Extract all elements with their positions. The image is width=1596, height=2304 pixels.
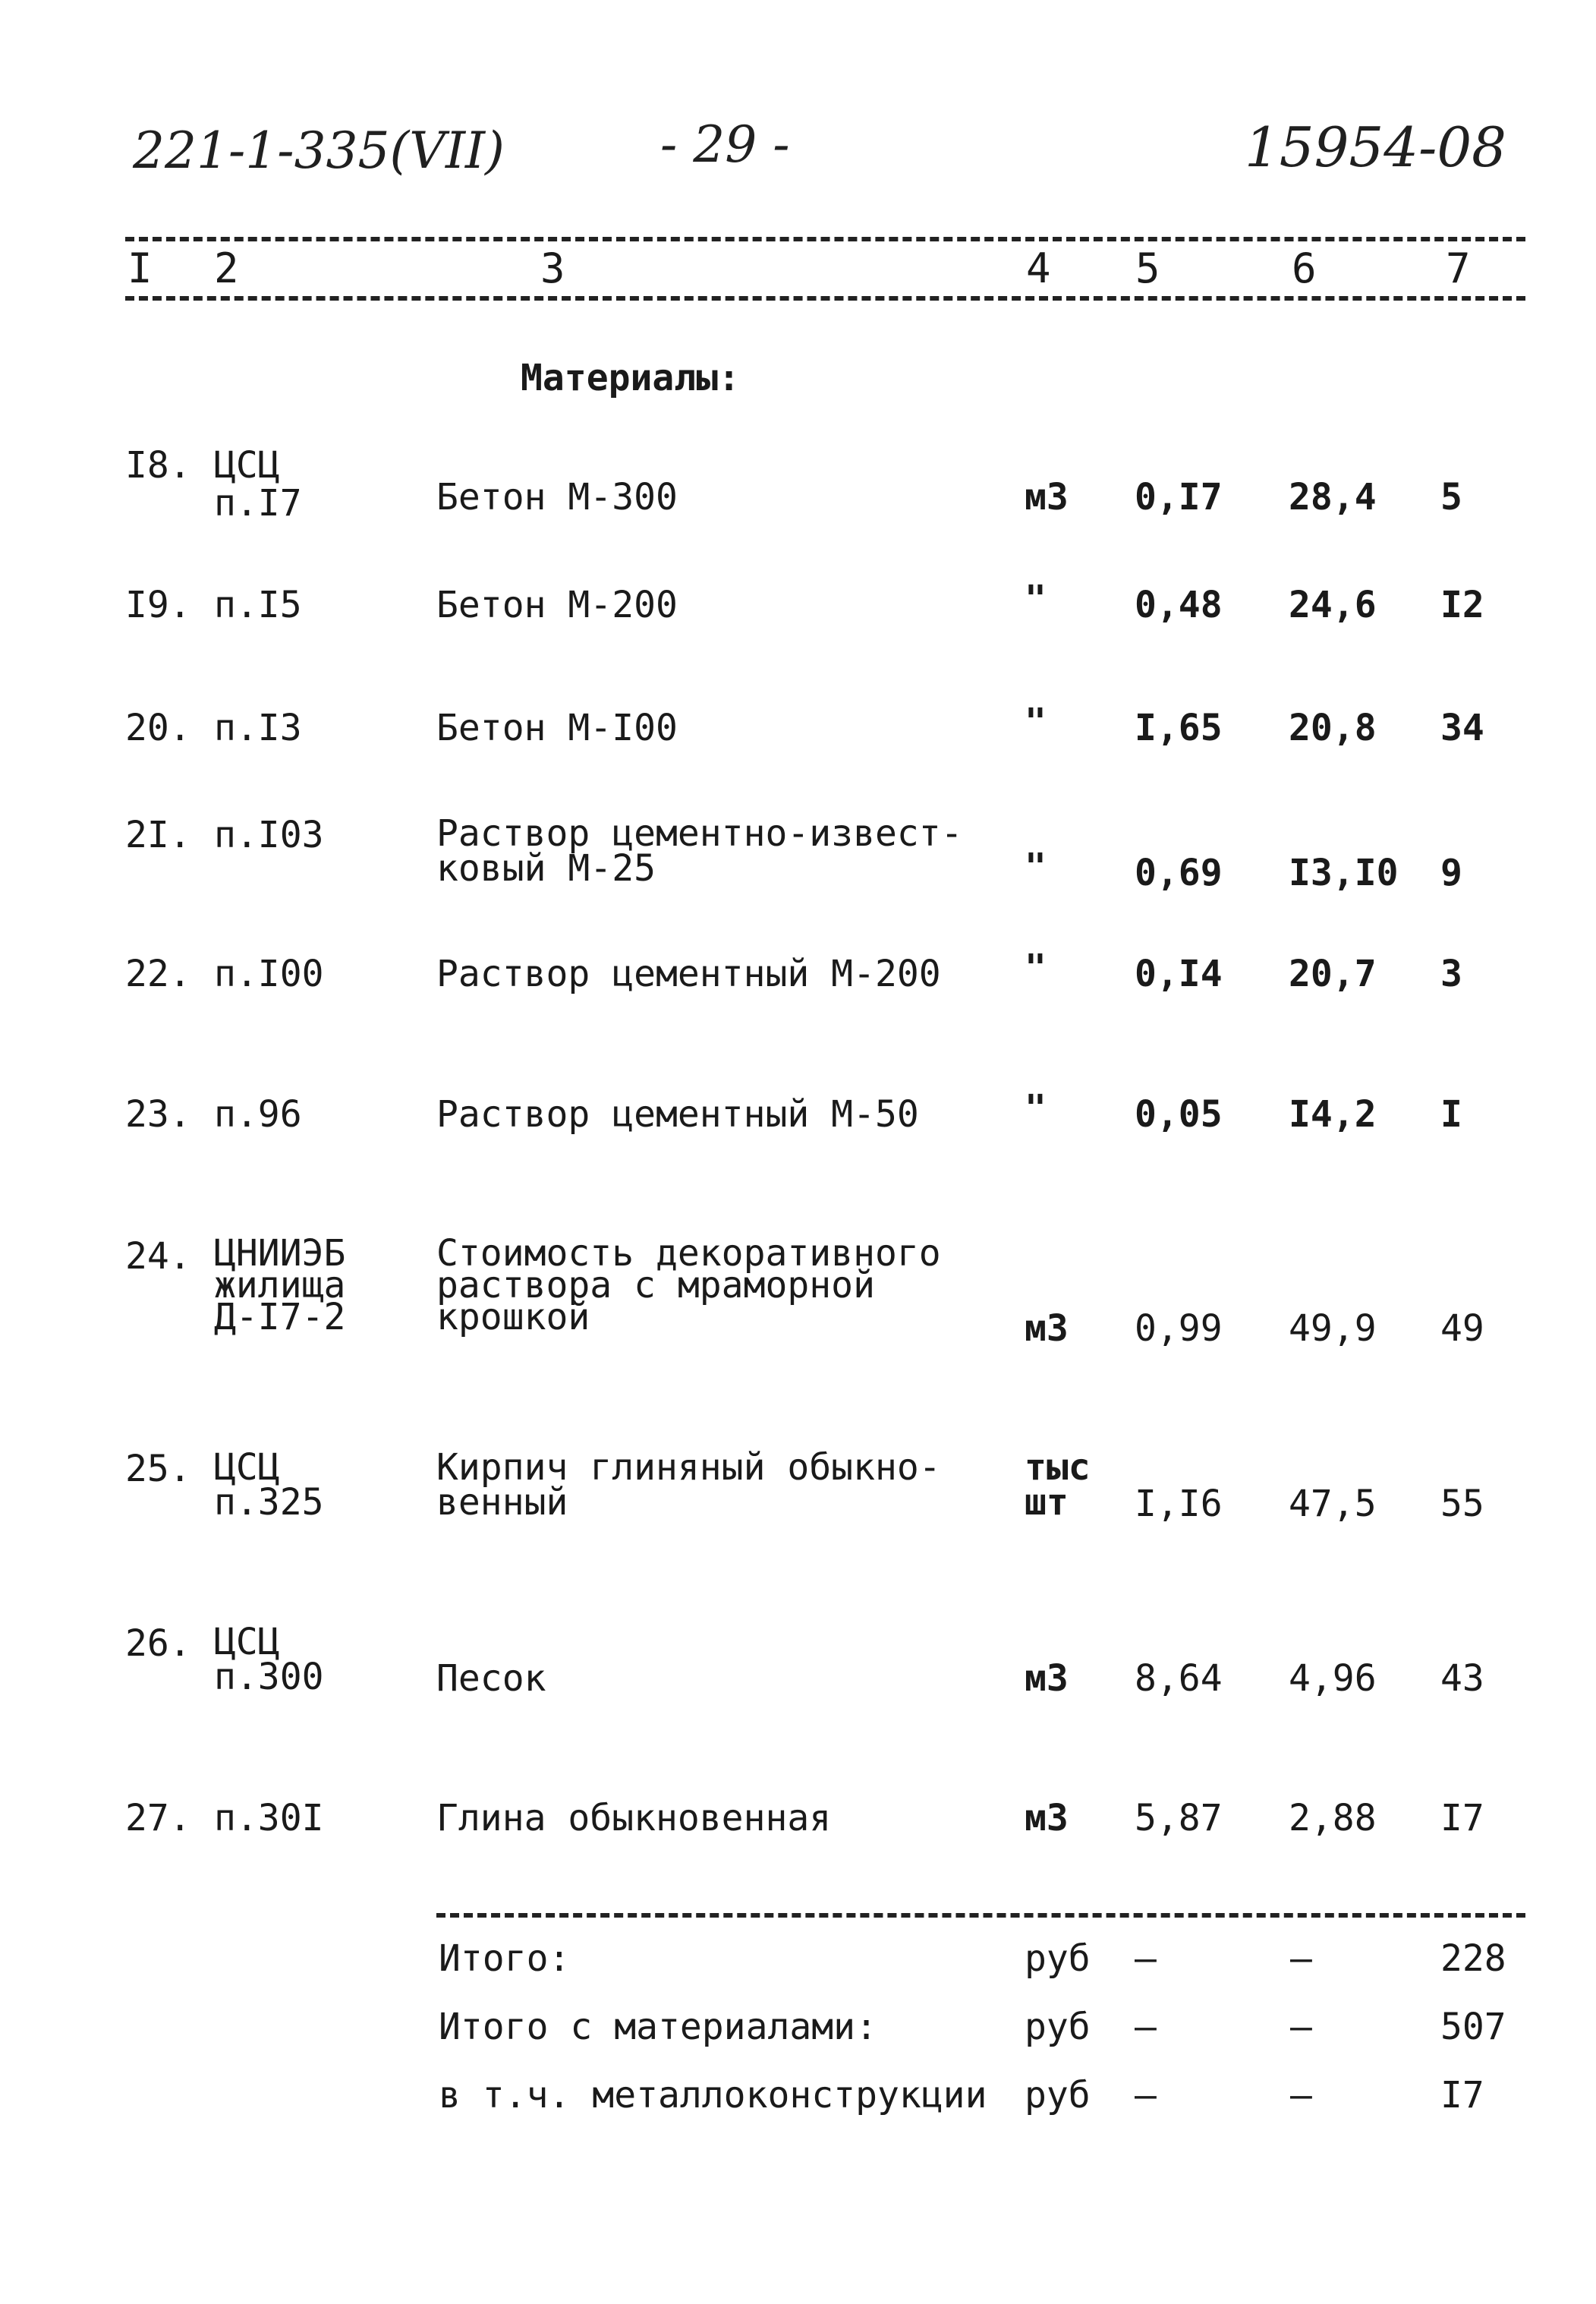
total-label: в т.ч. металлоконструкции [439,2074,987,2116]
row-price: I4,2 [1289,1093,1377,1136]
header-divider-bottom [125,296,1525,301]
row-cost: 49 [1440,1307,1484,1350]
total-price: – [1290,2074,1312,2116]
row-number: 23. [125,1093,191,1136]
row-unit: тыс шт [1025,1446,1091,1524]
row-number: 26. [125,1622,191,1665]
row-cost: 55 [1440,1483,1484,1525]
row-price: 20,7 [1289,953,1377,995]
row-unit: м3 [1025,1657,1069,1700]
row-cost: I7 [1440,1797,1484,1839]
row-number: 24. [125,1235,191,1278]
row-name: Раствор цементный М-50 [436,1093,919,1136]
row-unit: " [1025,846,1047,888]
row-cost: I2 [1440,584,1484,626]
row-source: ЦСЦ п.I7 [214,444,302,525]
row-name: Кирпич глиняный обыкно- венный [436,1446,941,1524]
column-number-2: 2 [214,244,239,292]
row-cost: 3 [1440,953,1462,995]
row-cost: 43 [1440,1657,1484,1700]
row-source: п.I03 [214,814,324,856]
row-source: п.96 [214,1093,302,1136]
total-label: Итого: [439,1937,571,1980]
row-name: Глина обыкновенная [436,1797,832,1839]
total-cost: 507 [1440,2006,1506,2048]
section-title: Материалы: [521,357,740,399]
row-unit: " [1025,578,1047,620]
row-price: 20,8 [1289,707,1377,749]
row-unit: м3 [1025,1797,1069,1839]
row-number: 22. [125,953,191,995]
row-unit: м3 [1025,1307,1069,1350]
row-number: 27. [125,1797,191,1839]
total-price: – [1290,2006,1312,2048]
row-price: 49,9 [1289,1307,1377,1350]
row-quantity: I,65 [1135,707,1223,749]
row-name: Раствор цементно-извест- ковый М-25 [436,812,963,890]
row-source: п.30I [214,1797,324,1839]
row-name: Бетон М-200 [436,584,678,626]
row-cost: 5 [1440,476,1462,518]
row-quantity: 0,99 [1135,1307,1223,1350]
totals-divider [436,1913,1525,1918]
row-name: Бетон М-300 [436,476,678,518]
total-label: Итого с материалами: [439,2006,877,2048]
row-number: I8. [125,444,191,487]
column-number-3: 3 [540,244,565,292]
registration-number: 15954-08 [1245,115,1506,179]
row-price: 47,5 [1289,1483,1377,1525]
column-number-4: 4 [1026,244,1051,292]
row-quantity: 5,87 [1135,1797,1223,1839]
row-price: 28,4 [1289,476,1377,518]
total-quantity: – [1135,2006,1157,2048]
column-number-1: I [127,244,153,292]
row-unit: " [1025,1087,1047,1130]
row-quantity: 0,48 [1135,584,1223,626]
row-unit: " [1025,947,1047,989]
row-source: п.I5 [214,584,302,626]
total-cost: 228 [1440,1937,1506,1980]
column-number-5: 5 [1135,244,1160,292]
total-cost: I7 [1440,2074,1484,2116]
total-unit: руб [1025,2006,1091,2048]
row-name: Стоимость декоративного раствора с мраморной крошкой [436,1232,941,1338]
row-price: 2,88 [1289,1797,1377,1839]
row-unit: " [1025,701,1047,743]
row-cost: I [1440,1093,1462,1136]
row-number: 2I. [125,814,191,856]
header-divider-top [125,237,1525,241]
row-number: I9. [125,584,191,626]
row-price: 4,96 [1289,1657,1377,1700]
row-unit: м3 [1025,476,1069,518]
row-source: п.I3 [214,707,302,749]
column-number-6: 6 [1292,244,1317,292]
row-cost: 34 [1440,707,1484,749]
row-number: 25. [125,1448,191,1490]
row-source: ЦНИИЭБ жилища Д-I7-2 [214,1232,346,1338]
row-name: Раствор цементный М-200 [436,953,941,995]
page-number: - 29 - [660,115,790,174]
total-unit: руб [1025,2074,1091,2116]
row-quantity: I,I6 [1135,1483,1223,1525]
row-source: п.I00 [214,953,324,995]
total-quantity: – [1135,1937,1157,1980]
row-price: I3,I0 [1289,852,1399,894]
row-cost: 9 [1440,852,1462,894]
row-name: Бетон М-I00 [436,707,678,749]
row-quantity: 0,05 [1135,1093,1223,1136]
column-number-7: 7 [1446,244,1471,292]
row-quantity: 0,I7 [1135,476,1223,518]
row-price: 24,6 [1289,584,1377,626]
row-name: Песок [436,1657,546,1700]
document-code: 221-1-335(VII) [133,121,505,180]
row-quantity: 8,64 [1135,1657,1223,1700]
row-number: 20. [125,707,191,749]
row-source: ЦСЦ п.300 [214,1621,324,1698]
row-source: ЦСЦ п.325 [214,1446,324,1524]
total-price: – [1290,1937,1312,1980]
total-quantity: – [1135,2074,1157,2116]
total-unit: руб [1025,1937,1091,1980]
row-quantity: 0,I4 [1135,953,1223,995]
row-quantity: 0,69 [1135,852,1223,894]
